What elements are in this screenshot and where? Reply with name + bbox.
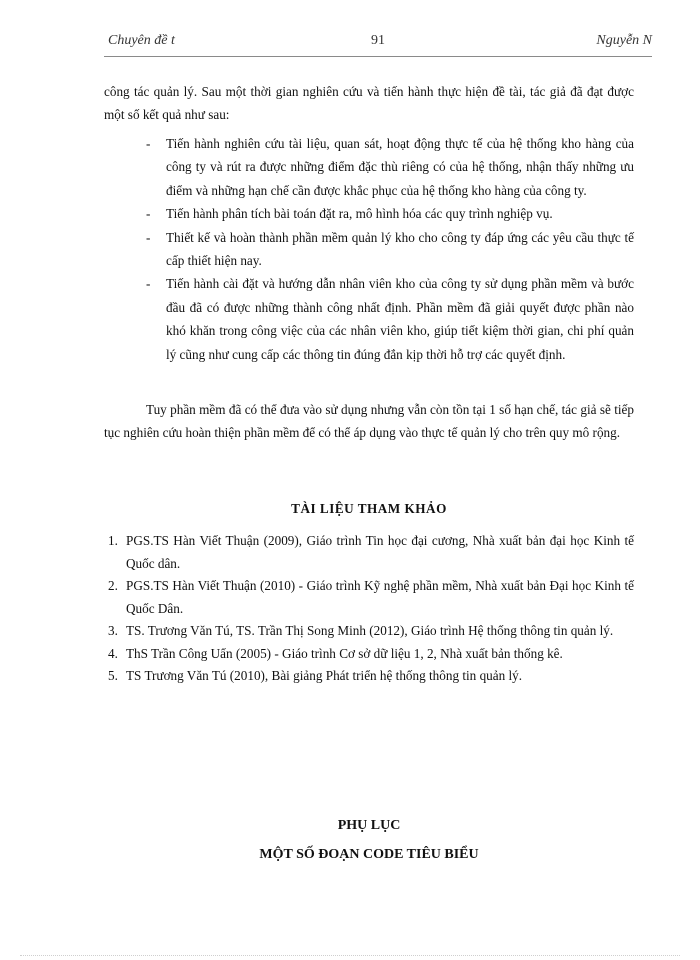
reference-number: 4. bbox=[108, 645, 118, 661]
reference-item bbox=[104, 575, 634, 620]
header-author: Nguyễn N bbox=[596, 33, 652, 48]
appendix-subtitle: MỘT SỐ ĐOẠN CODE TIÊU BIỂU bbox=[259, 847, 479, 862]
reference-number: 3. bbox=[108, 623, 118, 638]
reference-item bbox=[104, 643, 634, 666]
reference-text: TS. Trương Văn Tú, TS. Trần Thị Song Minh (2012), Giáo trình Hệ thống thông tin quản lý. bbox=[126, 623, 614, 638]
bullet-dash: - bbox=[146, 229, 151, 245]
list-item bbox=[146, 202, 634, 225]
appendix-title: PHỤ LỤC bbox=[337, 818, 401, 833]
header-document-title: Chuyên đề t bbox=[108, 33, 175, 48]
references-heading: TÀI LIỆU THAM KHẢO bbox=[291, 501, 447, 516]
list-item-text: Thiết kế và hoàn thành phần mềm quản lý kho cho công ty đáp ứng các yêu cầu thực tế cấp thiết hiện nay. bbox=[166, 229, 634, 269]
list-item-text: Tiến hành phân tích bài toán đặt ra, mô hình hóa các quy trình nghiệp vụ. bbox=[166, 206, 553, 222]
closing-paragraph: Tuy phần mềm đã có thể đưa vào sử dụng nhưng vẫn còn tồn tại 1 số hạn chế, tác giả sẽ tiếp tục nghiên cứu hoàn thiện phần mềm để có thể áp dụng vào thực tế quản lý cho trên quy mô rộng. bbox=[104, 402, 634, 441]
references-list bbox=[104, 530, 634, 688]
bullet-dash: - bbox=[146, 276, 151, 292]
bullet-dash: - bbox=[146, 206, 151, 222]
page-number: 91 bbox=[371, 33, 385, 48]
reference-text: PGS.TS Hàn Viết Thuận (2009), Giáo trình Tin học đại cương, Nhà xuất bản đại học Kinh tế Quốc dân. bbox=[126, 533, 634, 571]
list-item bbox=[146, 226, 634, 273]
page-header bbox=[104, 28, 652, 57]
reference-item bbox=[104, 530, 634, 575]
reference-number: 5. bbox=[108, 668, 118, 683]
reference-number: 2. bbox=[108, 578, 118, 593]
intro-paragraph: công tác quản lý. Sau một thời gian nghiên cứu và tiến hành thực hiện đề tài, tác giả đã đạt được một số kết quả như sau: bbox=[104, 84, 634, 123]
reference-text: PGS.TS Hàn Viết Thuận (2010) - Giáo trình Kỹ nghệ phần mềm, Nhà xuất bản Đại học Kinh tế Quốc Dân. bbox=[126, 578, 634, 616]
results-list bbox=[146, 132, 634, 366]
list-item-text: Tiến hành nghiên cứu tài liệu, quan sát, hoạt động thực tế của hệ thống kho hàng của công ty và rút ra được những điểm đặc thù riêng có của hệ thống, nhận thấy những ưu điểm và những hạn chế cần được khắc phục của hệ thống kho hàng của công ty. bbox=[166, 136, 634, 198]
reference-item bbox=[104, 620, 634, 643]
bullet-dash: - bbox=[146, 136, 151, 151]
list-item-text: Tiến hành cài đặt và hướng dẫn nhân viên kho của công ty sử dụng phần mềm và bước đầu đã có được những thành công nhất định. Phần mềm đã giải quyết được phần nào khó khăn trong công việc của các nhân viên kho, giúp tiết kiệm thời gian, chi phí quản lý cũng như cung cấp các thông tin đúng đắn kịp thời hỗ trợ các quyết định. bbox=[166, 276, 634, 362]
reference-text: TS Trương Văn Tú (2010), Bài giảng Phát triển hệ thống thông tin quản lý. bbox=[126, 668, 523, 683]
list-item bbox=[146, 272, 634, 366]
page-bottom-divider bbox=[20, 955, 680, 956]
reference-number: 1. bbox=[108, 533, 118, 548]
reference-text: ThS Trần Công Uẩn (2005) - Giáo trình Cơ sở dữ liệu 1, 2, Nhà xuất bản thống kê. bbox=[126, 645, 563, 661]
reference-item bbox=[104, 665, 634, 688]
list-item bbox=[146, 132, 634, 202]
